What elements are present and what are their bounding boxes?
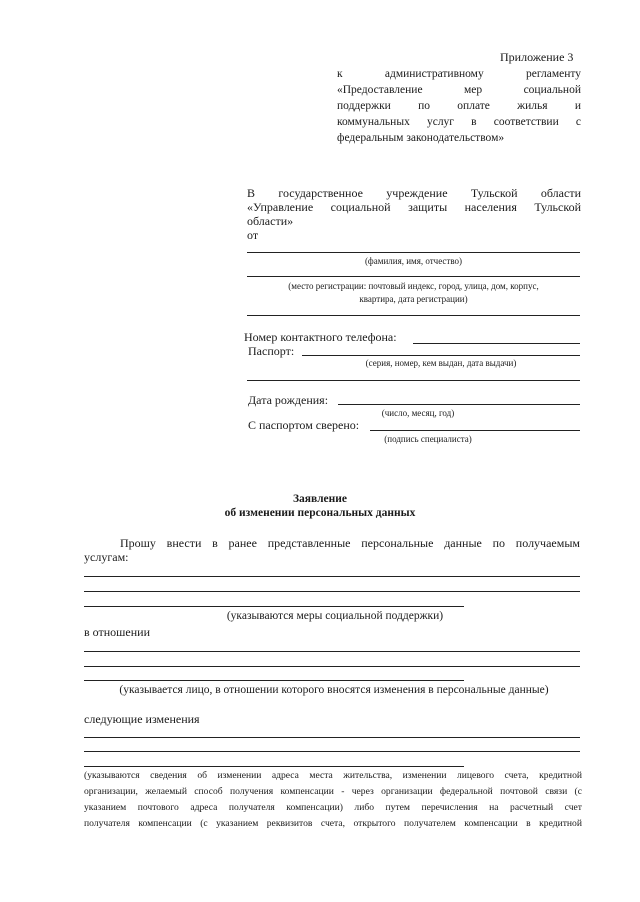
person-caption: (указывается лицо, в отношении которого вносятся изменения в персональные данные)	[119, 684, 549, 696]
regarding-label: в отношении	[84, 625, 151, 639]
appendix-text	[337, 66, 581, 146]
address-field-2[interactable]	[247, 315, 580, 316]
footnote-line: (указываются сведения об изменении адреса места жительства, изменении лицевого счета, кредитной	[84, 770, 582, 781]
fio-caption: (фамилия, имя, отчество)	[364, 256, 463, 266]
changes-footnote	[84, 768, 582, 832]
verified-label: С паспортом сверено:	[248, 418, 360, 432]
statement-title-line: Заявление	[292, 493, 347, 505]
measures-caption: (указываются меры социальной поддержки)	[226, 610, 444, 622]
passport-field[interactable]	[302, 355, 580, 356]
birth-date-label: Дата рождения:	[248, 393, 329, 407]
from-label: от	[247, 228, 259, 242]
passport-field-2[interactable]	[247, 380, 580, 381]
addressee-line: В государственное учреждение Тульской области	[247, 186, 581, 200]
address-caption-2: квартира, дата регистрации)	[359, 294, 468, 304]
services-field[interactable]	[84, 576, 580, 577]
passport-label: Паспорт:	[248, 344, 295, 358]
intro-line: Прошу внести в ранее представленные персональные данные по получаемым	[120, 536, 580, 550]
services-field-2[interactable]	[84, 591, 580, 592]
services-field-3[interactable]	[84, 606, 464, 607]
passport-caption: (серия, номер, кем выдан, дата выдачи)	[365, 358, 517, 368]
address-field[interactable]	[247, 276, 580, 277]
phone-label: Номер контактного телефона:	[244, 330, 397, 344]
appendix-line: к административному регламенту	[337, 68, 581, 80]
appendix-line: федеральным законодательством»	[337, 132, 505, 144]
address-caption: (место регистрации: почтовый индекс, город, улица, дом, корпус,	[288, 281, 539, 291]
birth-date-caption: (число, месяц, год)	[381, 408, 455, 418]
changes-field-3[interactable]	[84, 766, 464, 767]
birth-date-field[interactable]	[338, 404, 580, 405]
regarding-field-3[interactable]	[84, 680, 464, 681]
verified-caption: (подпись специалиста)	[384, 434, 472, 444]
addressee-line: «Управление социальной защиты населения Тульской	[247, 200, 581, 214]
appendix-line: «Предоставление мер социальной	[337, 84, 581, 96]
verified-signature-field[interactable]	[370, 430, 580, 431]
appendix-line: поддержки по оплате жилья и	[337, 100, 581, 112]
statement-title	[0, 492, 640, 520]
fio-field[interactable]	[247, 252, 580, 253]
appendix-line: коммунальных услуг в соответствии с	[337, 116, 581, 128]
addressee-block	[247, 186, 581, 228]
phone-field[interactable]	[413, 343, 580, 344]
statement-subtitle: об изменении персональных данных	[224, 507, 416, 519]
changes-field[interactable]	[84, 737, 580, 738]
appendix-title: Приложение 3	[500, 50, 574, 64]
intro-line: услугам:	[84, 550, 129, 564]
intro-text	[84, 536, 580, 564]
footnote-line: получателя компенсации (с указанием реквизитов счета, открытого получателем компенсации в кредитной	[84, 818, 582, 829]
footnote-line: указанием почтового адреса получателя компенсации) либо путем перечисления на расчетный счет	[84, 802, 582, 813]
addressee-line: области»	[247, 214, 294, 228]
changes-label: следующие изменения	[84, 712, 200, 726]
regarding-field-2[interactable]	[84, 666, 580, 667]
changes-field-2[interactable]	[84, 751, 580, 752]
regarding-field[interactable]	[84, 651, 580, 652]
footnote-line: организации, желаемый способ получения компенсации - через организации федеральной почтовой связи (с	[84, 786, 582, 797]
